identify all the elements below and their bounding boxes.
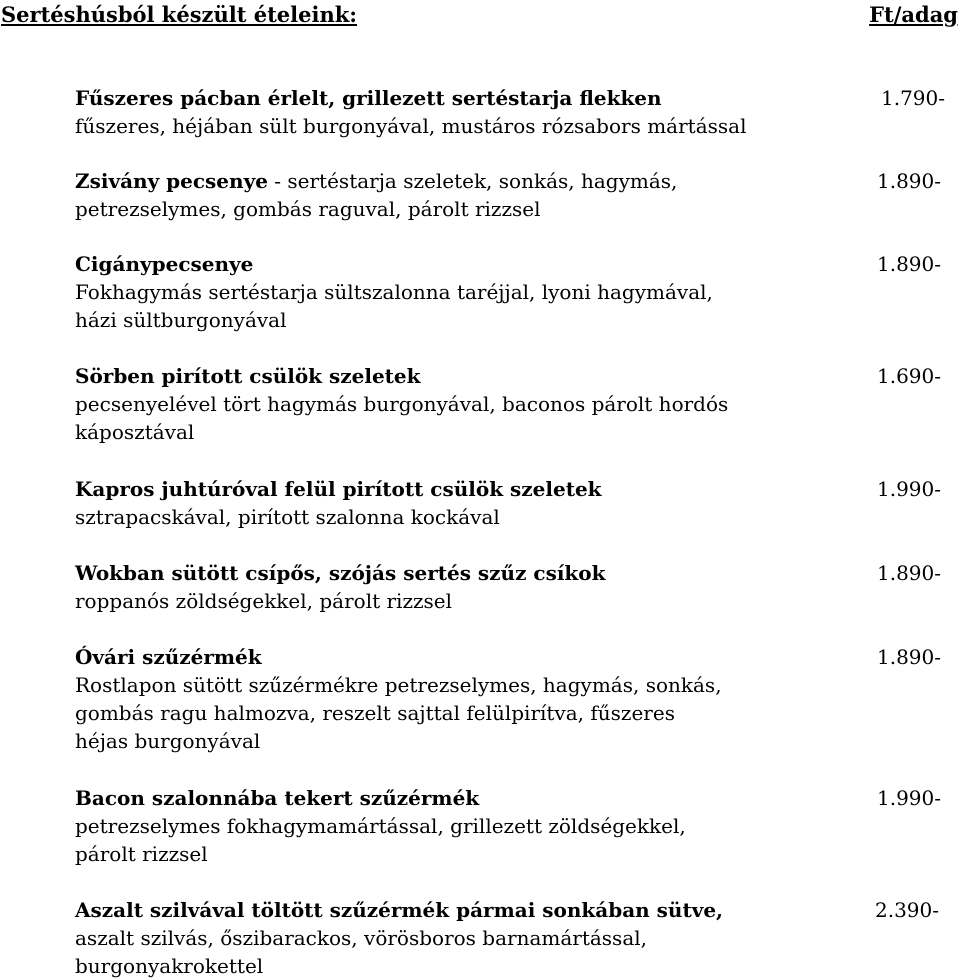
dish-description-line: roppanós zöldségekkel, párolt rizzsel — [75, 589, 453, 613]
dish-name: Wokban sütött csípős, szójás sertés szűz csíkok — [75, 561, 606, 585]
dish-description-line: fűszeres, héjában sült burgonyával, mustáros rózsabors mártással — [75, 114, 747, 138]
dish-description-line: sztrapacskával, pirított szalonna kockával — [75, 505, 500, 529]
dish-item — [75, 896, 955, 980]
dish-price: 1.890- — [877, 169, 942, 193]
dish-price: 1.690- — [877, 364, 942, 388]
dish-name-line — [75, 362, 955, 390]
menu-section-title: Sertéshúsból készült ételeink: — [1, 2, 358, 27]
dish-description-line: káposztával — [75, 420, 195, 444]
dish-price: 1.790- — [881, 86, 946, 110]
dish-price: 1.890- — [877, 252, 942, 276]
dish-item — [75, 250, 955, 334]
dish-item — [75, 167, 955, 223]
dish-name-line — [75, 559, 955, 587]
dish-description-line: házi sültburgonyával — [75, 308, 287, 332]
dish-description-line: gombás ragu halmozva, reszelt sajttal felülpirítva, fűszeres — [75, 701, 675, 725]
dish-name-rest: - sertéstarja szeletek, sonkás, hagymás, — [267, 169, 678, 193]
dish-price: 1.890- — [877, 561, 942, 585]
dish-description-line: héjas burgonyával — [75, 729, 261, 753]
dish-name-line — [75, 784, 955, 812]
dish-item — [75, 559, 955, 615]
dish-name-line — [75, 896, 955, 924]
dish-name-line — [75, 250, 955, 278]
dish-price: 1.990- — [877, 786, 942, 810]
price-unit-label: Ft/adag — [869, 2, 958, 27]
dish-name: Sörben pirított csülök szeletek — [75, 364, 421, 388]
dish-description-line: párolt rizzsel — [75, 842, 208, 866]
dish-price: 1.890- — [877, 645, 942, 669]
dish-item — [75, 84, 955, 140]
dish-item — [75, 643, 955, 755]
dish-name: Kapros juhtúróval felül pirított csülök szeletek — [75, 477, 602, 501]
dish-name: Aszalt szilvával töltött szűzérmék pármai sonkában sütve, — [75, 898, 724, 922]
dish-description-line: pecsenyelével tört hagymás burgonyával, baconos párolt hordós — [75, 392, 729, 416]
dish-description-line: Rostlapon sütött szűzérmékre petrezselymes, hagymás, sonkás, — [75, 673, 722, 697]
dish-description-line: burgonyakrokettel — [75, 954, 264, 978]
dish-item — [75, 784, 955, 868]
dish-name: Zsivány pecsenye — [75, 169, 268, 193]
dish-description-line: aszalt szilvás, őszibarackos, vörösboros barnamártással, — [75, 926, 648, 950]
dish-description-line: petrezselymes, gombás raguval, párolt rizzsel — [75, 197, 541, 221]
dish-item — [75, 362, 955, 446]
dish-name-line — [75, 167, 955, 195]
dish-name: Bacon szalonnába tekert szűzérmék — [75, 786, 480, 810]
dish-name-line — [75, 84, 955, 112]
dish-price: 1.990- — [877, 477, 942, 501]
dish-name-line — [75, 475, 955, 503]
dish-name: Fűszeres pácban érlelt, grillezett sertéstarja flekken — [75, 86, 662, 110]
dish-description-line: Fokhagymás sertéstarja sültszalonna taréjjal, lyoni hagymával, — [75, 280, 713, 304]
dish-name: Óvári szűzérmék — [75, 645, 262, 669]
dish-price: 2.390- — [875, 898, 940, 922]
dish-item — [75, 475, 955, 531]
dish-name: Cigánypecsenye — [75, 252, 254, 276]
dish-description-line: petrezselymes fokhagymamártással, grillezett zöldségekkel, — [75, 814, 686, 838]
menu-header — [0, 0, 960, 30]
dish-name-line — [75, 643, 955, 671]
